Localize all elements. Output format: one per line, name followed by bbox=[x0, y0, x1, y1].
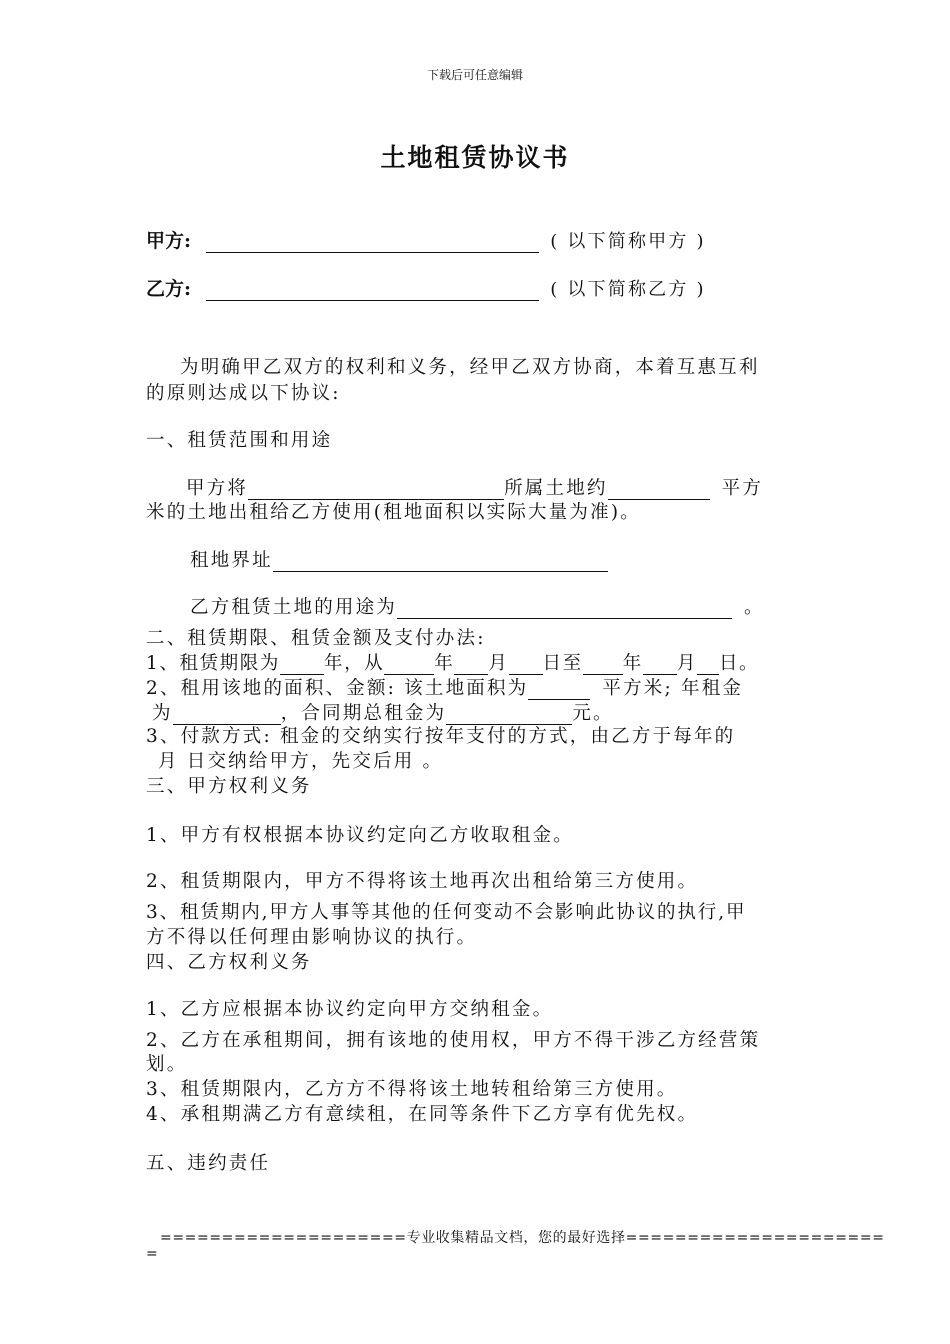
scope-text-a: 甲方将 bbox=[186, 478, 249, 499]
term-text-c: 年 bbox=[434, 653, 455, 674]
usage-blank[interactable] bbox=[397, 599, 732, 619]
start-year-blank[interactable] bbox=[384, 655, 434, 675]
document-title: 土地租赁协议书 bbox=[380, 143, 570, 172]
term-text-g: 月 bbox=[676, 653, 697, 674]
term-text-f: 年 bbox=[622, 653, 643, 674]
section-5-heading: 五、违约责任 bbox=[146, 1153, 271, 1174]
term-text-a: 1、租赁期限为 bbox=[146, 653, 280, 674]
start-day-blank[interactable] bbox=[509, 655, 543, 675]
page-header-note: 下载后可任意编辑 bbox=[426, 68, 523, 82]
term-text-h: 日。 bbox=[718, 653, 760, 674]
area-text-d: ，合同期总租金为 bbox=[280, 703, 447, 724]
area-text-e: 元。 bbox=[572, 703, 614, 724]
section-4-heading: 四、乙方权利义务 bbox=[146, 952, 312, 973]
party-a-suffix: ( 以下简称甲方 ) bbox=[550, 231, 706, 252]
end-month-blank[interactable] bbox=[643, 655, 677, 675]
party-b-blank[interactable] bbox=[206, 281, 539, 301]
section-4-item-3: 3、租赁期限内，乙方方不得将该土地转租给第三方使用。 bbox=[146, 1079, 678, 1100]
section-3-item-3-line-2: 方不得以任何理由影响协议的执行。 bbox=[146, 927, 478, 948]
boundary-blank[interactable] bbox=[273, 552, 608, 572]
term-row bbox=[146, 649, 759, 675]
party-b-suffix: ( 以下简称乙方 ) bbox=[550, 279, 706, 300]
party-b-row bbox=[146, 274, 706, 301]
party-a-row bbox=[146, 226, 706, 253]
area-text-c: 为 bbox=[152, 703, 173, 724]
party-b-label: 乙方: bbox=[146, 278, 192, 300]
intro-line-1: 为明确甲乙双方的权利和义务，经甲乙双方协商，本着互惠互利 bbox=[180, 357, 760, 378]
area-rent-row bbox=[146, 674, 743, 700]
usage-label: 乙方租赁土地的用途为 bbox=[190, 597, 398, 618]
scope-line-2: 米的土地出租给乙方使用(租地面积以实际大量为准)。 bbox=[146, 502, 641, 523]
party-a-blank[interactable] bbox=[206, 233, 539, 253]
section-3-item-1: 1、甲方有权根据本协议约定向乙方收取租金。 bbox=[146, 825, 574, 846]
lessor-owner-blank[interactable] bbox=[248, 480, 504, 500]
term-years-blank[interactable] bbox=[280, 655, 324, 675]
end-day-blank[interactable] bbox=[697, 655, 719, 675]
intro-line-2: 的原则达成以下协议: bbox=[146, 383, 341, 404]
scope-text-c: 平方 bbox=[721, 478, 764, 499]
footer-line-1: ====================专业收集精品文档，您的最好选择===================== bbox=[160, 1230, 885, 1246]
scope-line-1 bbox=[186, 474, 763, 500]
section-4-item-1: 1、乙方应根据本协议约定向甲方交纳租金。 bbox=[146, 999, 554, 1020]
section-3-item-3-line-1: 3、租赁期内,甲方人事等其他的任何变动不会影响此协议的执行,甲 bbox=[146, 902, 747, 923]
party-a-label: 甲方: bbox=[146, 230, 192, 252]
boundary-row bbox=[190, 546, 608, 572]
scope-text-b: 所属土地约 bbox=[504, 478, 608, 499]
usage-end: 。 bbox=[744, 597, 765, 618]
boundary-label: 租地界址 bbox=[190, 550, 273, 571]
area-blank[interactable] bbox=[608, 480, 710, 500]
section-3-item-2: 2、租赁期限内，甲方不得将该土地再次出租给第三方使用。 bbox=[146, 871, 699, 892]
area-text-b: 平方米; 年租金 bbox=[602, 678, 744, 699]
section-2-heading: 二、租赁期限、租赁金额及支付办法: bbox=[146, 628, 486, 649]
term-text-d: 月 bbox=[488, 653, 509, 674]
end-year-blank[interactable] bbox=[583, 655, 623, 675]
section-1-heading: 一、租赁范围和用途 bbox=[146, 430, 333, 451]
term-text-b: 年，从 bbox=[323, 653, 385, 674]
area-text-a: 2、租用该地的面积、金额: 该土地面积为 bbox=[146, 678, 529, 699]
section-4-item-2-line-2: 划。 bbox=[146, 1054, 188, 1075]
footer-line-2: = bbox=[146, 1246, 159, 1262]
payment-line-2: 月 日交纳给甲方，先交后用 。 bbox=[158, 751, 444, 772]
payment-line-1: 3、付款方式: 租金的交纳实行按年支付的方式，由乙方于每年的 bbox=[146, 726, 736, 747]
section-4-item-4: 4、承租期满乙方有意续租，在同等条件下乙方享有优先权。 bbox=[146, 1104, 699, 1125]
land-area-blank[interactable] bbox=[528, 680, 590, 700]
start-month-blank[interactable] bbox=[454, 655, 488, 675]
term-text-e: 日至 bbox=[542, 653, 583, 674]
usage-row bbox=[190, 593, 765, 619]
section-3-heading: 三、甲方权利义务 bbox=[146, 776, 312, 797]
section-4-item-2-line-1: 2、乙方在承租期间，拥有该地的使用权，甲方不得干涉乙方经营策 bbox=[146, 1030, 761, 1051]
